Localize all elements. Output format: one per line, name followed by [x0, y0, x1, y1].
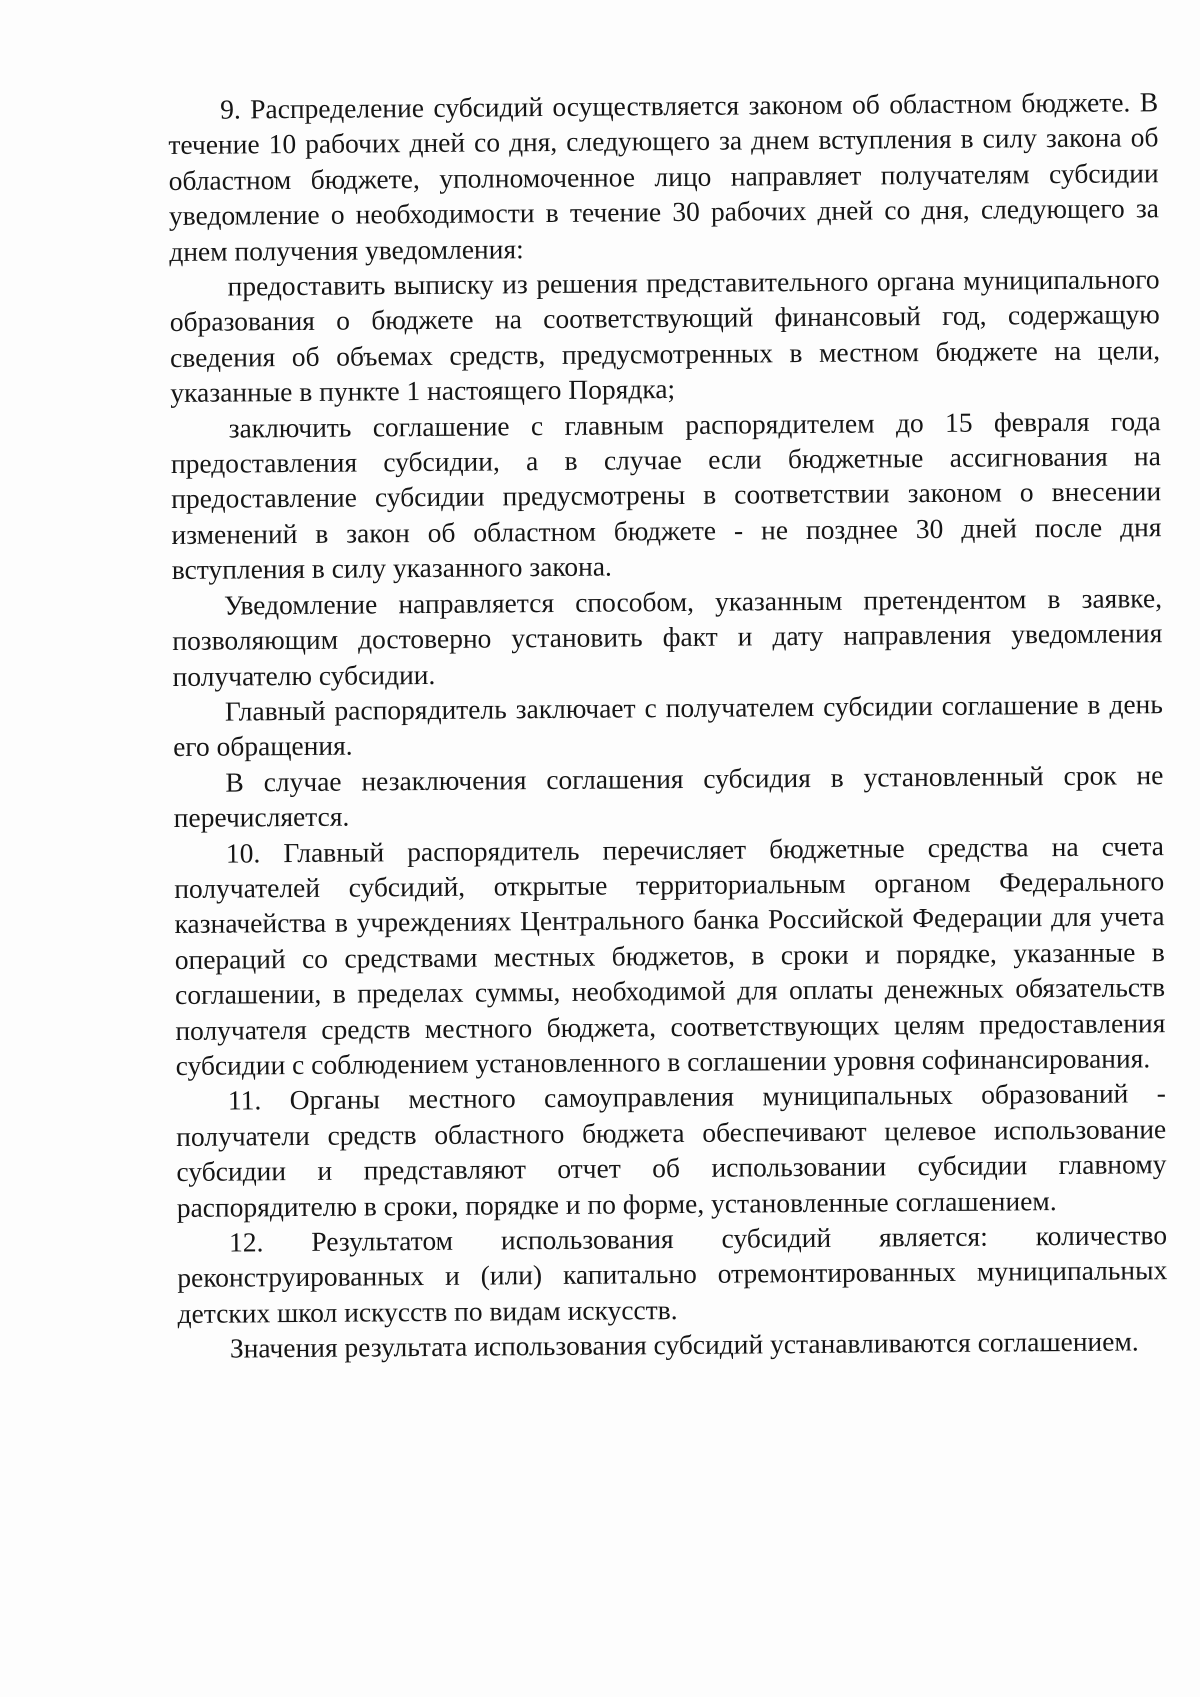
- paragraph-notification-method: Уведомление направляется способом, указанным претендентом в заявке, позволяющим достоверно установить факт и дату направления уведомления получателю субсидии.: [172, 581, 1163, 692]
- paragraph-no-agreement: В случае незаключения соглашения субсидия в установленный срок не перечисляется.: [173, 758, 1164, 834]
- paragraph-10-transfer: 10. Главный распорядитель перечисляет бюджетные средства на счета получателей субсидий, открытые территориальным органом Федерального казначейства в учреждениях Центрального банка Российской Федерации для учета операций со средствами местных бюджетов, в сроки и порядке, указанные в соглашении, в пределах суммы, необходимой для оплаты денежных обязательств получателя средств местного бюджета, соответствующих целям предоставления субсидии с соблюдением установленного в соглашении уровня софинансирования.: [174, 829, 1166, 1081]
- paragraph-9-distribution: 9. Распределение субсидий осуществляется законом об областном бюджете. В течение 10 рабочих дней со дня, следующего за днем вступления в силу закона об областном бюджете, уполномоченное лицо направляет получателям субсидии уведомление о необходимости в течение 30 рабочих дней со дня, следующего за днем получения уведомления:: [168, 86, 1160, 267]
- document-body: [168, 84, 1168, 1366]
- paragraph-result-values: Значения результата использования субсидий устанавливаются соглашением.: [229, 1325, 1139, 1364]
- paragraph-conclude-agreement: заключить соглашение с главным распорядителем до 15 февраля года предоставления субсидии, а в случае если бюджетные ассигнования на предоставление субсидии предусмотрены в соответствии законом о внесении изменений в закон об областном бюджете - не позднее 30 дней после дня вступления в силу указанного закона.: [170, 404, 1162, 586]
- paragraph-12-result: 12. Результатом использования субсидий является: количество реконструированных и (или) капитально отремонтированных муниципальных детских школ искусств по видам искусств.: [177, 1219, 1168, 1329]
- paragraph-provide-extract: предоставить выписку из решения представительного органа муниципального образования о бюджете на соответствующий финансовый год, содержащую сведения об объемах средств, предусмотренных в местном бюджете на цели, указанные в пункте 1 настоящего Порядка;: [169, 263, 1161, 409]
- paragraph-11-local-authorities: 11. Органы местного самоуправления муниципальных образований - получатели средств областного бюджета обеспечивают целевое использование субсидии и представляют отчет об использовании субсидии главному распорядителю в сроки, порядке и по форме, установленные соглашением.: [176, 1077, 1167, 1223]
- paragraph-agreement-on-request-day: Главный распорядитель заключает с получателем субсидии соглашение в день его обращения.: [173, 688, 1163, 763]
